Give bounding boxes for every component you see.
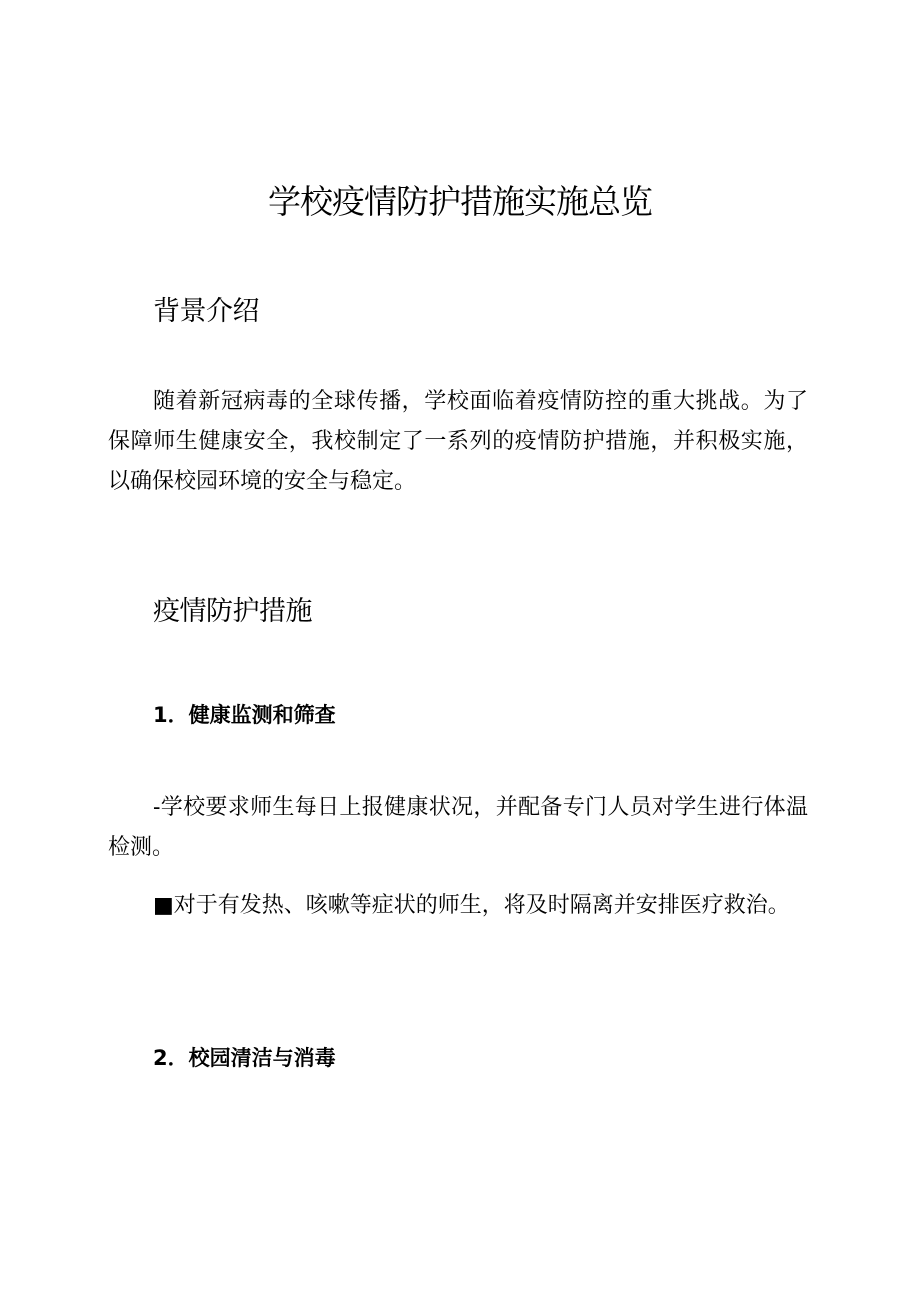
health-monitoring-item-2: ■对于有发热、咳嗽等症状的师生，将及时隔离并安排医疗救治。 (153, 893, 790, 918)
section-heading-background: 背景介绍 (153, 296, 259, 327)
subsection-heading-campus-cleaning: 2．校园清洁与消毒 (153, 1046, 336, 1070)
subsection-heading-health-monitoring: 1．健康监测和筛查 (153, 703, 336, 727)
document-title: 学校疫情防护措施实施总览 (268, 182, 652, 221)
health-monitoring-item-1: -学校要求师生每日上报健康状况，并配备专门人员对学生进行体温检测。 (108, 795, 808, 860)
background-paragraph: 随着新冠病毒的全球传播，学校面临着疫情防控的重大挑战。为了保障师生健康安全，我校制定了一系列的疫情防护措施，并积极实施，以确保校园环境的安全与稳定。 (108, 389, 808, 494)
section-heading-measures: 疫情防护措施 (153, 596, 312, 627)
